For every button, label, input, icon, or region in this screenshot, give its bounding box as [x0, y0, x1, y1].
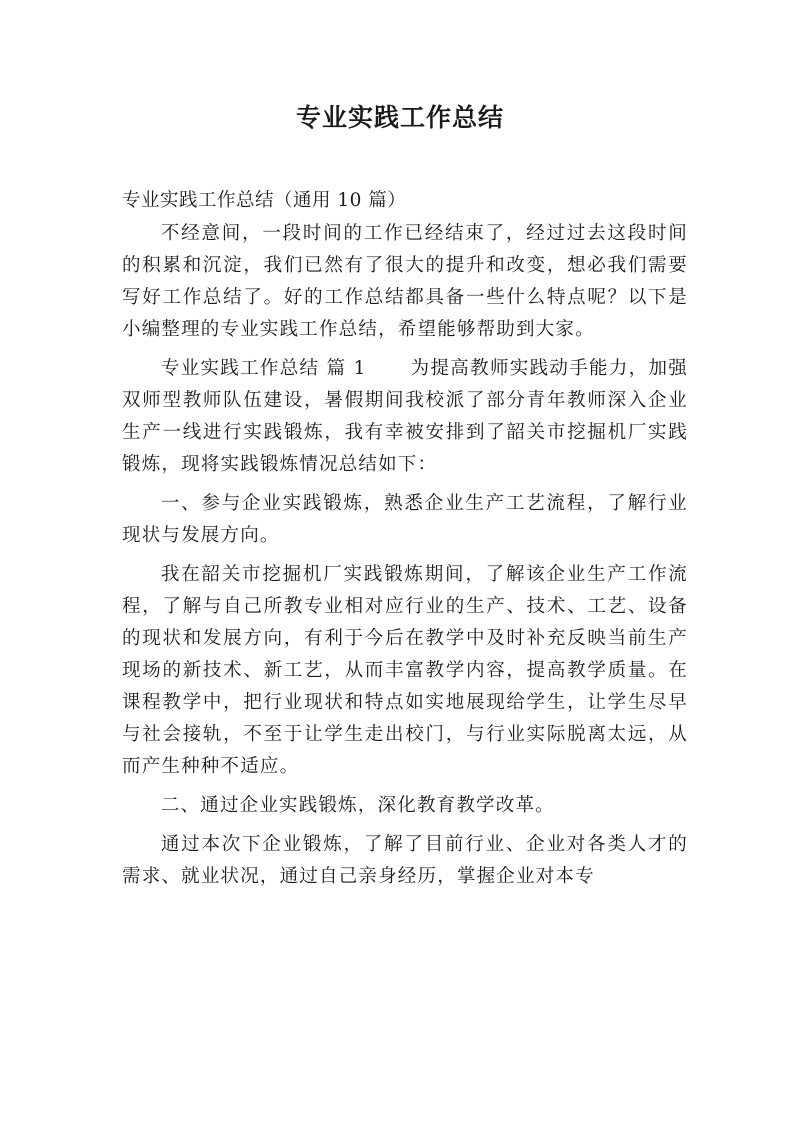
- section-lead: 为提高教师实践动手能力，: [410, 358, 649, 379]
- section-heading: 专业实践工作总结 篇 1: [160, 358, 367, 379]
- point-2-heading: 二、通过企业实践锻炼，深化教育教学改革。: [160, 795, 555, 816]
- document-body: [122, 185, 688, 900]
- section-1-paragraph: [122, 353, 688, 481]
- point-1-heading: 一、参与企业实践锻炼，熟悉企业生产工艺流程，了解行业现状与发展方向。: [122, 493, 688, 546]
- intro-paragraph: 不经意间，一段时间的工作已经结束了，经过过去这段时间的积累和沉淀，我们已然有了很大的提升和改变，想必我们需要写好工作总结了。好的工作总结都具备一些什么特点呢？以下是小编整理的专业实践工作总结，希望能够帮助到大家。: [122, 223, 688, 340]
- point-1-paragraph: 我在韶关市挖掘机厂实践锻炼期间，了解该企业生产工作流程，了解与自己所教专业相对应行业的生产、技术、工艺、设备的现状和发展方向，有利于今后在教学中及时补充反映当前生产现场的新技术、新工艺，从而丰富教学内容，提高教学质量。在课程教学中，把行业现状和特点如实地展现给学生，让学生尽早与社会接轨，不至于让学生走出校门，与行业实际脱离太远，从而产生种种不适应。: [122, 564, 688, 777]
- document-subtitle: 专业实践工作总结（通用 10 篇）: [122, 190, 407, 211]
- point-2-paragraph: 通过本次下企业锻炼，了解了目前行业、企业对各类人才的需求、就业状况，通过自己亲身经历，掌握企业对本专: [122, 834, 688, 887]
- document-title: 专业实践工作总结: [295, 103, 504, 132]
- section-1-body: 加强双师型教师队伍建设，暑假期间我校派了部分青年教师深入企业生产一线进行实践锻炼，我有幸被安排到了韶关市挖掘机厂实践锻炼，现将实践锻炼情况总结如下：: [122, 358, 689, 475]
